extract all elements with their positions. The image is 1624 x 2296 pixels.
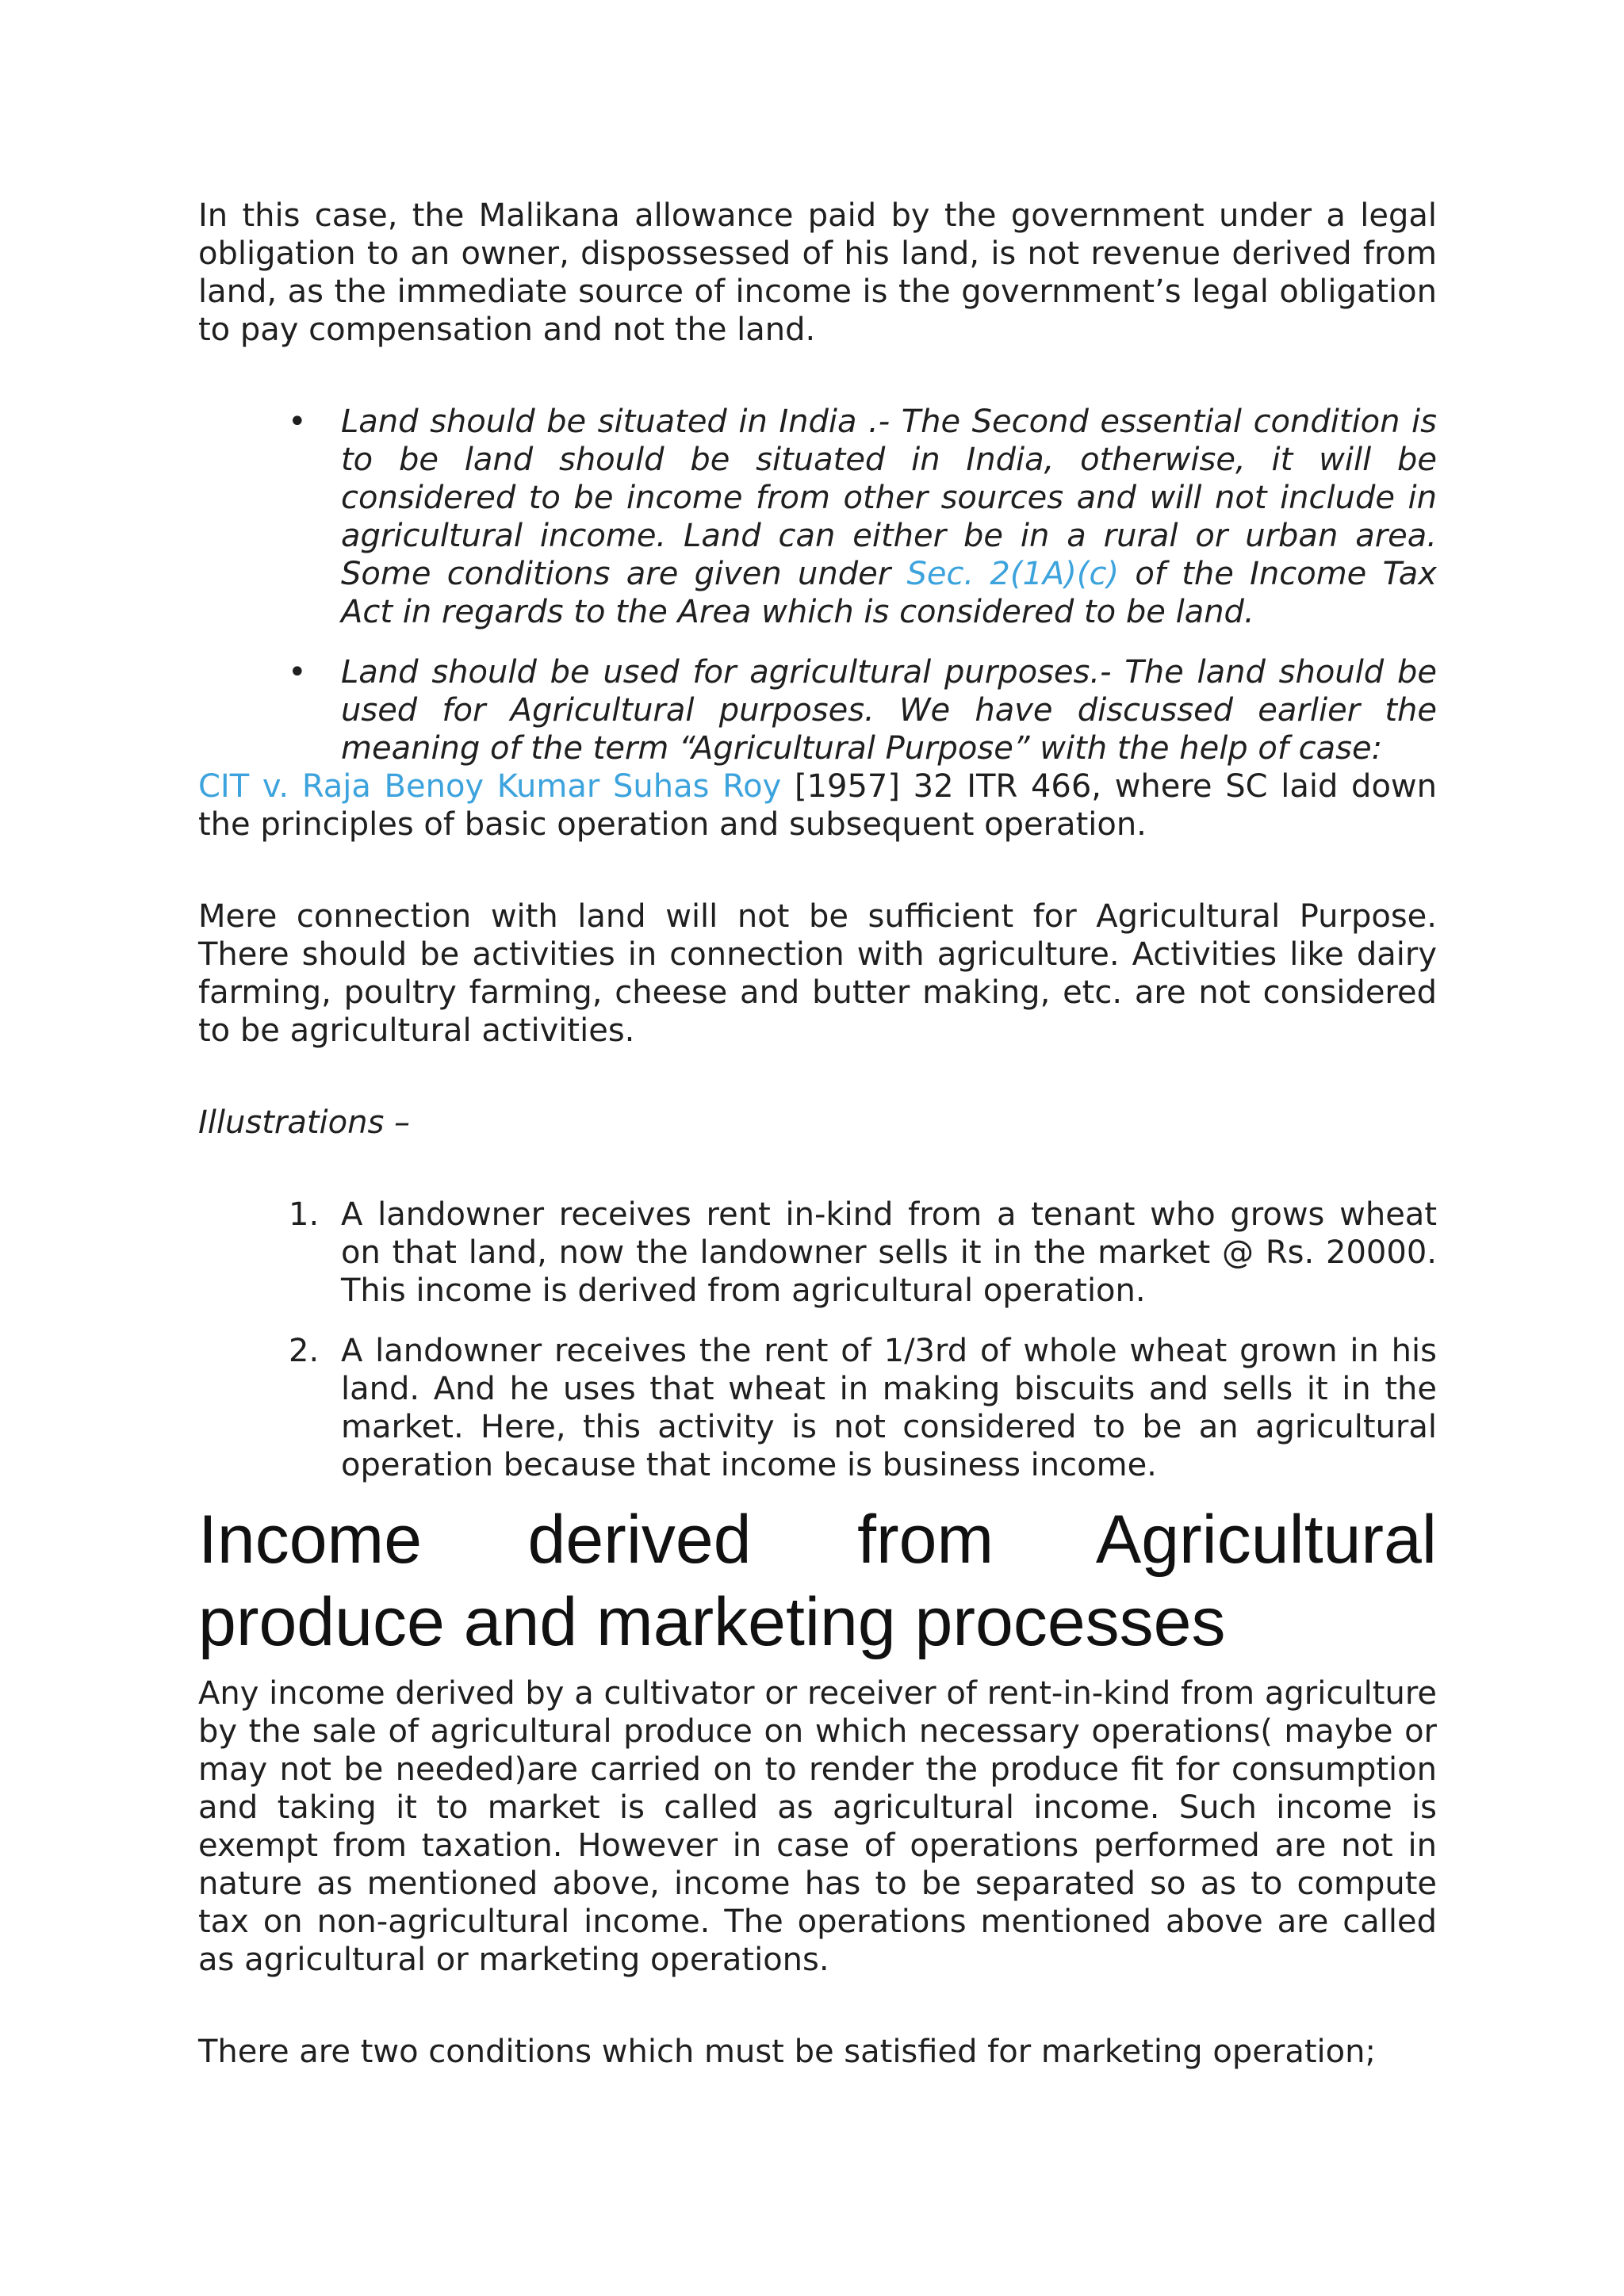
case-reference-tail: [1957] 32 ITR 466, where SC laid down the principles of basic operation and subsequent operation. — [198, 768, 1437, 843]
illustration-item — [198, 1196, 1437, 1310]
illustration-item — [198, 1332, 1437, 1484]
section-paragraph: Any income derived by a cultivator or receiver of rent-in-kind from agriculture by the sale of agricultural produce on which necessary operations( maybe or may not be needed)are carried on to render the produce fit for consumption and taking it to market is called as agricultural income. Such income is exempt from taxation. However in case of operations performed are not in nature as mentioned above, income has to be separated so as to compute tax on non-agricultural income. The operations mentioned above are called as agricultural or marketing operations. — [198, 1675, 1437, 1978]
illustration-number: 1. — [289, 1196, 320, 1233]
conditions-paragraph: There are two conditions which must be satisfied for marketing operation; — [198, 2034, 1376, 2070]
case-reference-paragraph — [198, 767, 1437, 844]
conditions-bullet-list — [198, 403, 1437, 767]
illustrations-label: Illustrations – — [198, 1104, 411, 1141]
illustration-text: A landowner receives the rent of 1/3rd of whole wheat grown in his land. And he uses that wheat in making biscuits and sells it in the market. Here, this activity is not considered to be an agricultural operation because that income is business income. — [341, 1333, 1437, 1483]
bullet-text: Land should be used for agricultural purposes.- The land should be used for Agricultural purposes. We have discussed earlier the meaning of the term “Agricultural Purpose” with the help of case: — [341, 654, 1437, 767]
case-link[interactable]: CIT v. Raja Benoy Kumar Suhas Roy — [198, 768, 782, 805]
illustration-text: A landowner receives rent in-kind from a tenant who grows wheat on that land, now the landowner sells it in the market @ Rs. 20000. This income is derived from agricultural operation. — [341, 1196, 1437, 1309]
section-link[interactable]: Sec. 2(1A)(c) — [906, 556, 1120, 592]
bullet-text: Land should be situated in India .- The Second essential condition is to be land should be situated in India, otherwise, it will be considered to be income from other sources and will not include in agricultural income. Land can either be in a rural or urban area. Some conditions are given under — [341, 404, 1437, 592]
connection-paragraph: Mere connection with land will not be sufficient for Agricultural Purpose. There should be activities in connection with agriculture. Activities like dairy farming, poultry farming, cheese and butter making, etc. are not considered to be agricultural activities. — [198, 898, 1437, 1049]
section-heading: Income derived from Agricultural produce and marketing processes — [198, 1502, 1437, 1660]
bullet-marker: • — [288, 654, 307, 691]
illustration-number: 2. — [289, 1333, 320, 1369]
bullet-item-agricultural-purpose — [198, 653, 1437, 767]
intro-paragraph: In this case, the Malikana allowance paid by the government under a legal obligation to an owner, dispossessed of his land, is not revenue derived from land, as the immediate source of income is the government’s legal obligation to pay compensation and not the land. — [198, 197, 1437, 348]
illustrations-list — [198, 1196, 1437, 1484]
bullet-text-tail: of the Income Tax Act in regards to the Area which is considered to be land. — [341, 556, 1437, 630]
document-body — [198, 197, 1437, 2071]
bullet-marker: • — [288, 404, 307, 440]
bullet-item-land-in-india — [198, 403, 1437, 631]
